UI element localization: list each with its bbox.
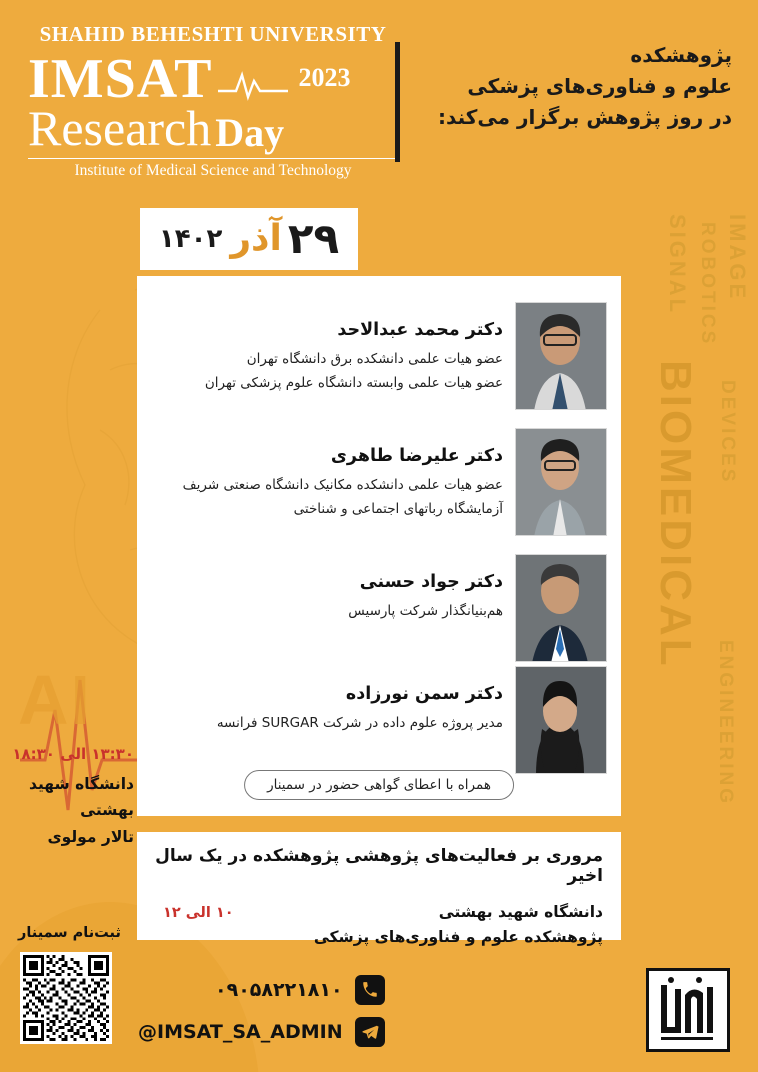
review-section <box>137 832 621 946</box>
speaker-affiliation: هم‌بنیانگذار شرکت پارسیس <box>348 603 503 619</box>
side-word-robotics: ROBOTICS <box>697 222 718 347</box>
speaker-photo <box>515 554 607 662</box>
research-day-row <box>28 100 398 156</box>
date-day: ۲۹ <box>287 214 340 263</box>
speaker-affiliation: عضو هیات علمی دانشکده برق دانشگاه تهران <box>246 351 503 367</box>
speaker-item <box>151 302 607 410</box>
phone-number: ۰۹۰۵۸۲۲۱۸۱۰ <box>215 979 343 1001</box>
side-word-signal: SIGNAL <box>665 214 690 316</box>
logo-block <box>28 22 398 180</box>
review-line-1: دانشگاه شهید بهشتی <box>438 903 603 921</box>
date-month: آذر <box>230 218 282 259</box>
speaker-photo <box>515 302 607 410</box>
telegram-icon <box>355 1017 385 1047</box>
review-title: مروری بر فعالیت‌های پژوهشی پژوهشکده در یک سال اخیر <box>155 846 603 886</box>
speaker-text <box>151 428 515 521</box>
speaker-text <box>151 666 515 736</box>
research-word: Research <box>28 100 212 156</box>
speaker-affiliation: عضو هیات علمی وابسته دانشگاه علوم پزشکی تهران <box>204 374 503 391</box>
speaker-affiliation: آزمایشگاه رباتهای اجتماعی و شناختی <box>293 500 503 517</box>
speaker-affiliation: مدیر پروژه علوم داده در شرکت SURGAR فرانسه <box>216 715 503 731</box>
speaker-photo <box>515 428 607 536</box>
brand-row <box>28 48 398 110</box>
side-word-devices: DEVICES <box>717 380 738 485</box>
date-year: ۱۴۰۲ <box>158 224 223 254</box>
institute-name: Institute of Medical Science and Technology <box>28 158 398 180</box>
brand-year: 2023 <box>298 63 351 92</box>
speaker-photo <box>515 666 607 774</box>
ecg-pulse-icon <box>218 67 288 101</box>
side-keywords <box>638 210 758 930</box>
header-line-3: در روز پژوهش برگزار می‌کند: <box>438 105 732 129</box>
speakers-panel <box>137 276 621 816</box>
seminar-time: ۱۳:۳۰ الی ۱۸:۳۰ <box>12 745 134 763</box>
side-word-biomedical: BIOMEDICAL <box>651 360 700 669</box>
qr-label: ثبت‌نام سمینار <box>18 925 121 941</box>
university-name: SHAHID BEHESHTI UNIVERSITY <box>39 22 387 46</box>
qr-code[interactable] <box>20 952 112 1044</box>
university-logo <box>646 968 730 1052</box>
phone-row[interactable] <box>138 975 385 1005</box>
telegram-handle: @IMSAT_SA_ADMIN <box>138 1021 343 1043</box>
speaker-name: دکتر سمن نورزاده <box>345 684 503 704</box>
header-divider <box>395 42 400 162</box>
phone-icon <box>355 975 385 1005</box>
event-date-bar <box>140 208 358 270</box>
review-line-2: پژوهشکده علوم و فناوری‌های پزشکی <box>313 927 603 946</box>
seminar-schedule-block <box>0 745 140 850</box>
speaker-affiliation: عضو هیات علمی دانشکده مکانیک دانشگاه صنعتی شریف <box>182 477 503 493</box>
certificate-note: همراه با اعطای گواهی حضور در سمینار <box>244 770 514 800</box>
speaker-text <box>151 302 515 395</box>
ai-decoration-text: AI <box>18 661 92 739</box>
side-word-engineering: ENGINEERING <box>715 640 736 807</box>
header-line-2: علوم و فناوری‌های پزشکی <box>467 74 732 98</box>
speaker-name: دکتر محمد عبدالاحد <box>337 320 503 340</box>
speaker-item <box>151 554 607 662</box>
venue-line-1: دانشگاه شهید بهشتی <box>29 775 134 820</box>
speaker-text <box>151 554 515 624</box>
review-time: ۱۰ الی ۱۲ <box>163 905 234 921</box>
header-persian-block <box>402 40 732 133</box>
header-line-1: پژوهشکده <box>630 43 732 67</box>
telegram-row[interactable] <box>138 1017 385 1047</box>
speaker-name: دکتر علیرضا طاهری <box>330 446 503 466</box>
review-lines <box>234 900 603 950</box>
side-word-image: IMAGE <box>725 214 750 302</box>
review-details-row <box>155 900 603 950</box>
speaker-item <box>151 666 607 774</box>
day-word: Day <box>215 110 285 155</box>
brand-imsat: IMSAT <box>28 48 213 110</box>
venue-line-2: تالار مولوی <box>47 827 134 846</box>
contact-block <box>138 975 385 1059</box>
speaker-item <box>151 428 607 536</box>
speaker-name: دکتر جواد حسنی <box>359 572 503 592</box>
